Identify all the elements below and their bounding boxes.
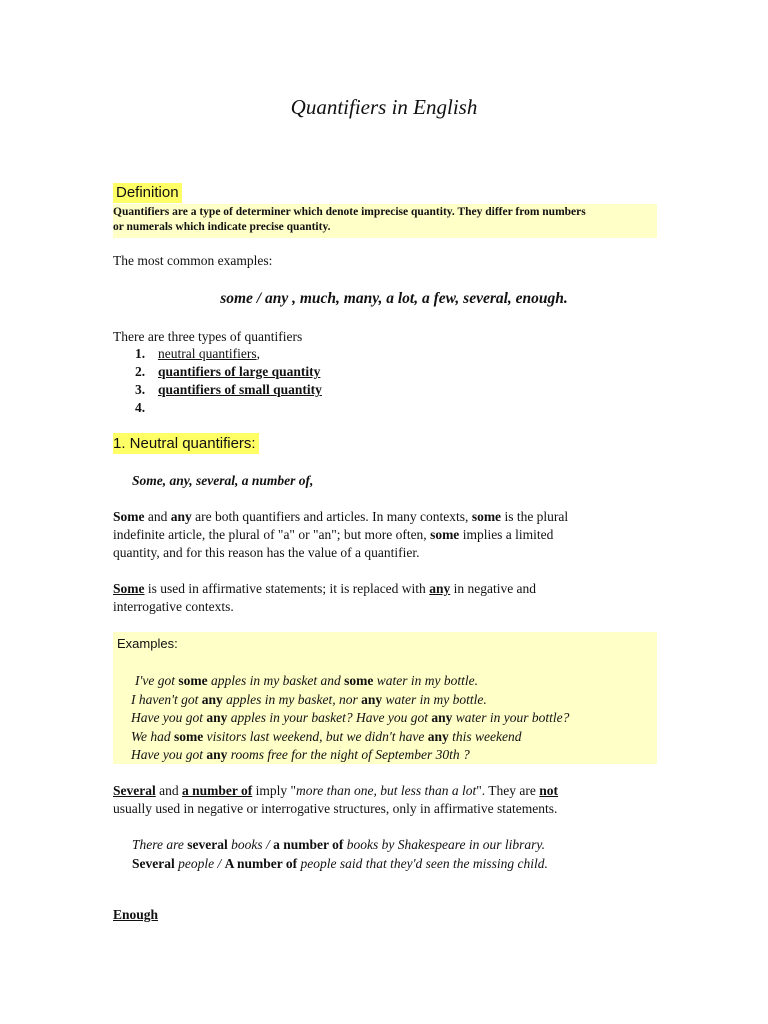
keyword: some xyxy=(430,527,460,542)
keyword: a number of xyxy=(273,837,344,852)
text-run: people said that they'd seen the missing child. xyxy=(297,855,548,871)
type-link-neutral[interactable]: neutral quantifiers xyxy=(158,346,257,361)
keyword: Several xyxy=(113,783,156,798)
text-run: imply " xyxy=(252,783,297,798)
text-run: people / xyxy=(174,855,225,871)
list-number: 1. xyxy=(135,346,146,361)
text-run: indefinite article, the plural of "a" or "an"; but more often, xyxy=(113,527,431,542)
keyword: some xyxy=(344,673,374,688)
text-run: I haven't got xyxy=(131,691,202,707)
text-run: Have you got xyxy=(131,710,207,725)
list-number: 4. xyxy=(135,400,146,415)
type-link-large-quantity[interactable]: quantifiers of large quantity xyxy=(158,364,321,379)
neutral-quantifiers-list: Some, any, several, a number of, xyxy=(132,473,314,488)
page-title: Quantifiers in English xyxy=(290,95,478,119)
list-suffix: , xyxy=(256,346,260,361)
text-run: apples in my basket, nor xyxy=(222,691,362,707)
enough-heading: Enough xyxy=(113,907,159,922)
list-number: 2. xyxy=(135,364,146,379)
keyword: some xyxy=(471,509,502,524)
types-list xyxy=(113,345,322,415)
text-run: apples in my basket and xyxy=(207,673,345,688)
text-run: There are xyxy=(132,837,188,852)
keyword: Some xyxy=(113,581,145,596)
keyword: a number of xyxy=(182,783,253,798)
list-item xyxy=(131,709,569,728)
keyword: any xyxy=(206,710,228,725)
keyword: any xyxy=(206,747,228,762)
paragraph-line: quantity, and for this reason has the value of a quantifier. xyxy=(113,545,420,560)
text-run: rooms free for the night of September 30th ? xyxy=(227,747,470,762)
text-run: visitors last weekend, but we didn't have xyxy=(203,728,428,744)
common-examples-intro: The most common examples: xyxy=(113,253,273,268)
keyword: some xyxy=(178,673,208,688)
list-item xyxy=(131,672,569,691)
keyword: any xyxy=(170,509,192,524)
definition-heading: Definition xyxy=(113,183,182,203)
text-run: this weekend xyxy=(448,728,522,744)
list-item xyxy=(132,855,548,874)
type-link-small-quantity[interactable]: quantifiers of small quantity xyxy=(158,382,322,397)
definition-line-1: Quantifiers are a type of determiner which denote imprecise quantity. They differ from numbers xyxy=(113,206,586,218)
text-run: ". They are xyxy=(476,783,540,798)
paragraph-line xyxy=(113,526,633,544)
list-item xyxy=(113,363,322,381)
definition-box xyxy=(113,204,657,238)
examples-list xyxy=(131,672,569,765)
text-run: implies a limited xyxy=(459,527,554,542)
keyword: Several xyxy=(132,855,175,871)
text-run: in negative and xyxy=(450,581,537,596)
keyword: not xyxy=(539,783,559,798)
neutral-quantifiers-heading: 1. Neutral quantifiers: xyxy=(113,433,259,454)
text-run: is used in affirmative statements; it is replaced with xyxy=(144,581,430,596)
text-run: water in my bottle. xyxy=(382,691,487,707)
list-item xyxy=(113,381,322,399)
paragraph-line xyxy=(113,580,633,598)
paragraph-line xyxy=(113,508,633,526)
examples-label: Examples: xyxy=(117,636,178,651)
text-run: Have you got xyxy=(131,747,207,762)
paragraph-line: interrogative contexts. xyxy=(113,599,234,614)
text-run: books / xyxy=(227,837,274,852)
list-item xyxy=(132,836,548,855)
text-run: I've got xyxy=(135,673,179,688)
paragraph-line xyxy=(113,782,673,800)
some-usage-paragraph xyxy=(113,580,633,616)
several-paragraph xyxy=(113,782,673,818)
keyword: Some xyxy=(113,509,145,524)
keyword: any xyxy=(427,728,449,744)
some-any-paragraph xyxy=(113,508,633,562)
text-run: water in your bottle? xyxy=(452,710,570,725)
list-number: 3. xyxy=(135,382,146,397)
keyword: several xyxy=(187,837,228,852)
paragraph-line: usually used in negative or interrogative structures, only in affirmative statements. xyxy=(113,801,558,816)
text-run: are both quantifiers and articles. In many contexts, xyxy=(191,509,472,524)
keyword: A number of xyxy=(224,855,298,871)
list-item xyxy=(113,345,322,363)
keyword: some xyxy=(174,728,204,744)
keyword: any xyxy=(431,710,453,725)
text-run: is the plural xyxy=(501,509,569,524)
types-intro: There are three types of quantifiers xyxy=(113,329,303,344)
text-run: and xyxy=(144,509,171,524)
text-run: books by Shakespeare in our library. xyxy=(343,837,545,852)
list-item xyxy=(131,746,569,765)
list-item xyxy=(131,691,569,710)
text-run: and xyxy=(155,783,182,798)
keyword: any xyxy=(201,691,223,707)
text-run: We had xyxy=(131,728,174,744)
keyword: any xyxy=(361,691,383,707)
text-run: water in my bottle. xyxy=(373,673,478,688)
list-item xyxy=(131,728,569,747)
keyword: any xyxy=(429,581,451,596)
text-run: apples in your basket? Have you got xyxy=(227,710,432,725)
text-run: more than one, but less than a lot xyxy=(296,783,477,798)
examples-box xyxy=(113,632,657,764)
several-examples xyxy=(132,836,548,873)
definition-line-2: or numerals which indicate precise quantity. xyxy=(113,221,331,233)
common-examples: some / any , much, many, a lot, a few, several, enough. xyxy=(220,290,568,307)
